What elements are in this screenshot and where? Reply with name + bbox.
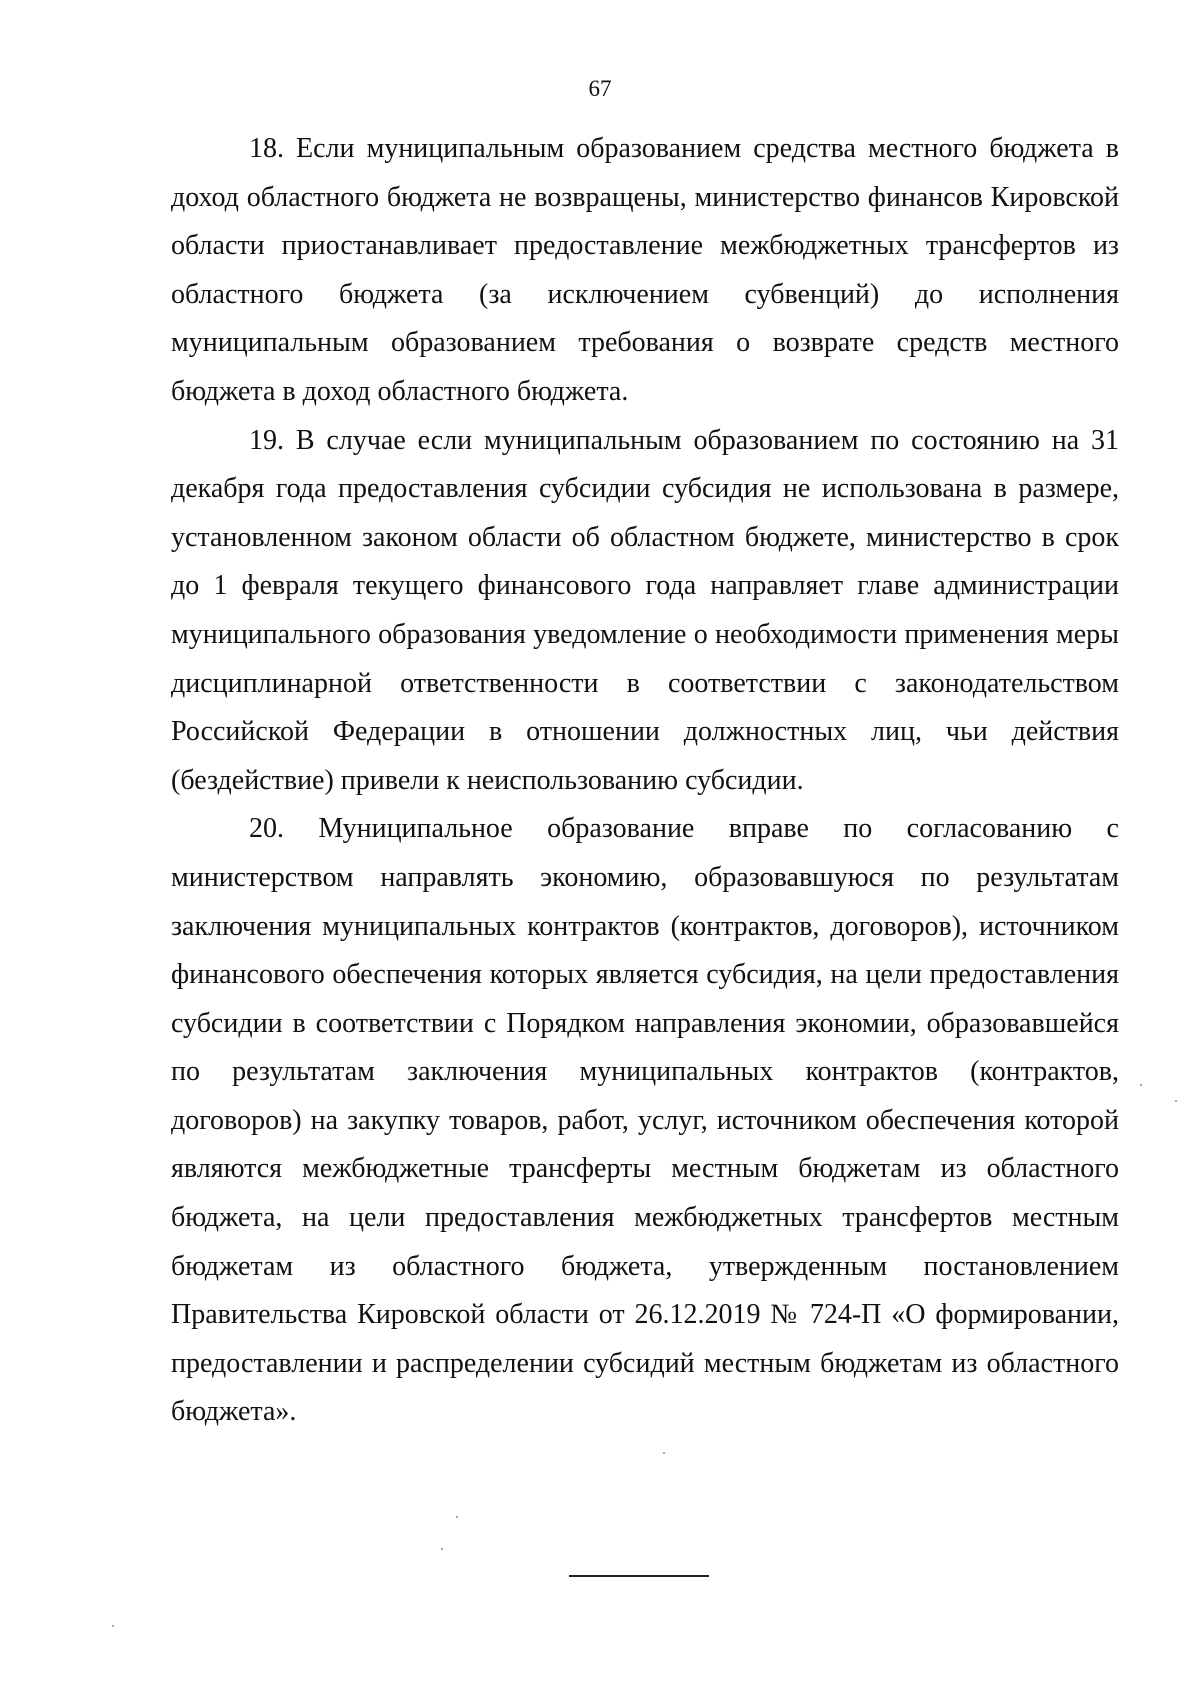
scan-speck [663, 1452, 665, 1454]
scan-speck [112, 1625, 114, 1627]
paragraph-19: 19. В случае если муниципальным образованием по состоянию на 31 декабря года предоставления субсидии субсидия не использована в размере, установленном законом области об областном бюджете, министерство в срок до 1 февраля текущего финансового года направляет главе администрации муниципального образования уведомление о необходимости применения меры дисциплинарной ответственности в соответствии с законодательством Российской Федерации в отношении должностных лиц, чьи действия (бездействие) привели к неиспользованию субсидии. [171, 424, 1119, 796]
scan-speck [441, 1548, 443, 1550]
end-of-document-rule [569, 1575, 709, 1577]
page-number: 67 [588, 76, 612, 101]
paragraph-20: 20. Муниципальное образование вправе по согласованию с министерством направлять экономию, образовавшуюся по результатам заключения муниципальных контрактов (контрактов, договоров), источником финансового обеспечения которых является субсидия, на цели предоставления субсидии в соответствии с Порядком направления экономии, образовавшейся по результатам заключения муниципальных контрактов (контрактов, договоров) на закупку товаров, работ, услуг, источником обеспечения которой являются межбюджетные трансферты местным бюджетам из областного бюджета, на цели предоставления межбюджетных трансфертов местным бюджетам из областного бюджета, утвержденным постановлением Правительства Кировской области от 26.12.2019 № 724-П «О формировании, предоставлении и распределении субсидий местным бюджетам из областного бюджета». [171, 813, 1119, 1428]
scan-speck [1140, 1084, 1142, 1086]
document-body [171, 125, 1119, 1437]
scan-speck [1175, 1100, 1177, 1102]
scan-speck [456, 1516, 458, 1518]
paragraph-18: 18. Если муниципальным образованием средства местного бюджета в доход областного бюджета не возвращены, министерство финансов Кировской области приостанавливает предоставление межбюджетных трансфертов из областного бюджета (за исключением субвенций) до исполнения муниципальным образованием требования о возврате средств местного бюджета в доход областного бюджета. [171, 133, 1119, 407]
